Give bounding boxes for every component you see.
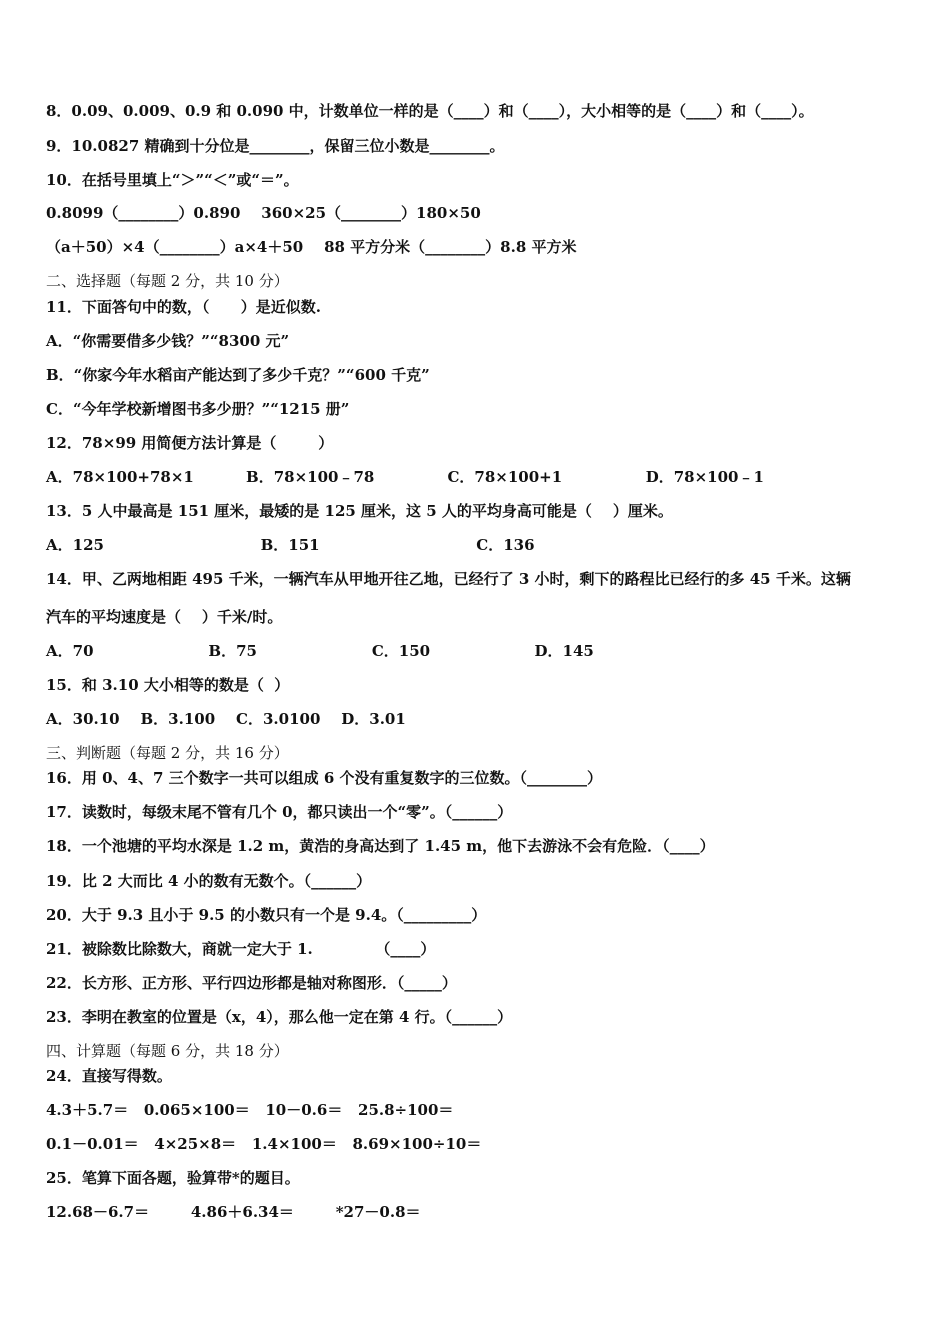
q14-line1: 14．甲、乙两地相距 495 千米，一辆汽车从甲地开往乙地，已经行了 3 小时，剩下的路程比已经行的多 45 千米。这辆 [46,570,851,588]
q13-options: A．125 B．151 C．136 [46,536,535,554]
q21: 21．被除数比除数大，商就一定大于 1. （____） [46,940,436,958]
section-calc-title: 四、计算题（每题 6 分，共 18 分） [46,1042,289,1060]
q22: 22．长方形、正方形、平行四边形都是轴对称图形．（_____） [46,974,457,992]
q15: 15．和 3.10 大小相等的数是（ ） [46,676,290,694]
q15-options: A．30.10 B．3.100 C．3.0100 D．3.01 [46,710,406,728]
section-judge-title: 三、判断题（每题 2 分，共 16 分） [46,744,289,762]
q25: 25．笔算下面各题，验算带*的题目。 [46,1169,300,1187]
q12: 12．78×99 用简便方法计算是（ ） [46,434,334,452]
q11-option-a: A．“你需要借多少钱？”“8300 元” [46,332,290,350]
q18: 18．一个池塘的平均水深是 1.2 m，黄浩的身高达到了 1.45 m，他下去游泳不会有危险．（____） [46,837,715,855]
q10-row1: 0.8099（________）0.890 360×25（________）180×50 [46,204,481,222]
q9: 9．10.0827 精确到十分位是________，保留三位小数是________。 [46,137,505,155]
q11-option-c: C．“今年学校新增图书多少册？”“1215 册” [46,400,350,418]
q10-row2: （a＋50）×4（________）a×4＋50 88 平方分米（________）8.8 平方米 [46,238,577,256]
q20: 20．大于 9.3 且小于 9.5 的小数只有一个是 9.4。（_________） [46,906,487,924]
q16: 16．用 0、4、7 三个数字一共可以组成 6 个没有重复数字的三位数。（________） [46,769,603,787]
q10: 10．在括号里填上“＞”“＜”或“＝”。 [46,171,299,189]
q24: 24．直接写得数。 [46,1067,172,1085]
section-choice-title: 二、选择题（每题 2 分，共 10 分） [46,272,289,290]
q13: 13．5 人中最高是 151 厘米，最矮的是 125 厘米，这 5 人的平均身高可能是（ ）厘米。 [46,502,673,520]
q8: 8．0.09、0.009、0.9 和 0.090 中，计数单位一样的是（____）和（____），大小相等的是（____）和（____）。 [46,102,814,120]
q24-row2: 0.1－0.01＝ 4×25×8＝ 1.4×100＝ 8.69×100÷10＝ [46,1135,482,1153]
q11-option-b: B．“你家今年水稻亩产能达到了多少千克？”“600 千克” [46,366,430,384]
q12-options: A．78×100+78×1 B．78×100﹣78 C．78×100+1 D．78×100﹣1 [46,468,764,486]
q14-options: A．70 B．75 C．150 D．145 [46,642,594,660]
q14-line2: 汽车的平均速度是（ ）千米/时。 [46,608,283,626]
q24-row1: 4.3＋5.7＝ 0.065×100＝ 10－0.6＝ 25.8÷100＝ [46,1101,454,1119]
q19: 19．比 2 大而比 4 小的数有无数个。（______） [46,872,372,890]
q23: 23．李明在教室的位置是（x，4），那么他一定在第 4 行。（______） [46,1008,513,1026]
q17: 17．读数时，每级末尾不管有几个 0，都只读出一个“零”。（______） [46,803,513,821]
q25-row1: 12.68－6.7＝ 4.86＋6.34＝ *27－0.8＝ [46,1203,421,1221]
q11: 11．下面答句中的数，（ ）是近似数. [46,298,321,316]
